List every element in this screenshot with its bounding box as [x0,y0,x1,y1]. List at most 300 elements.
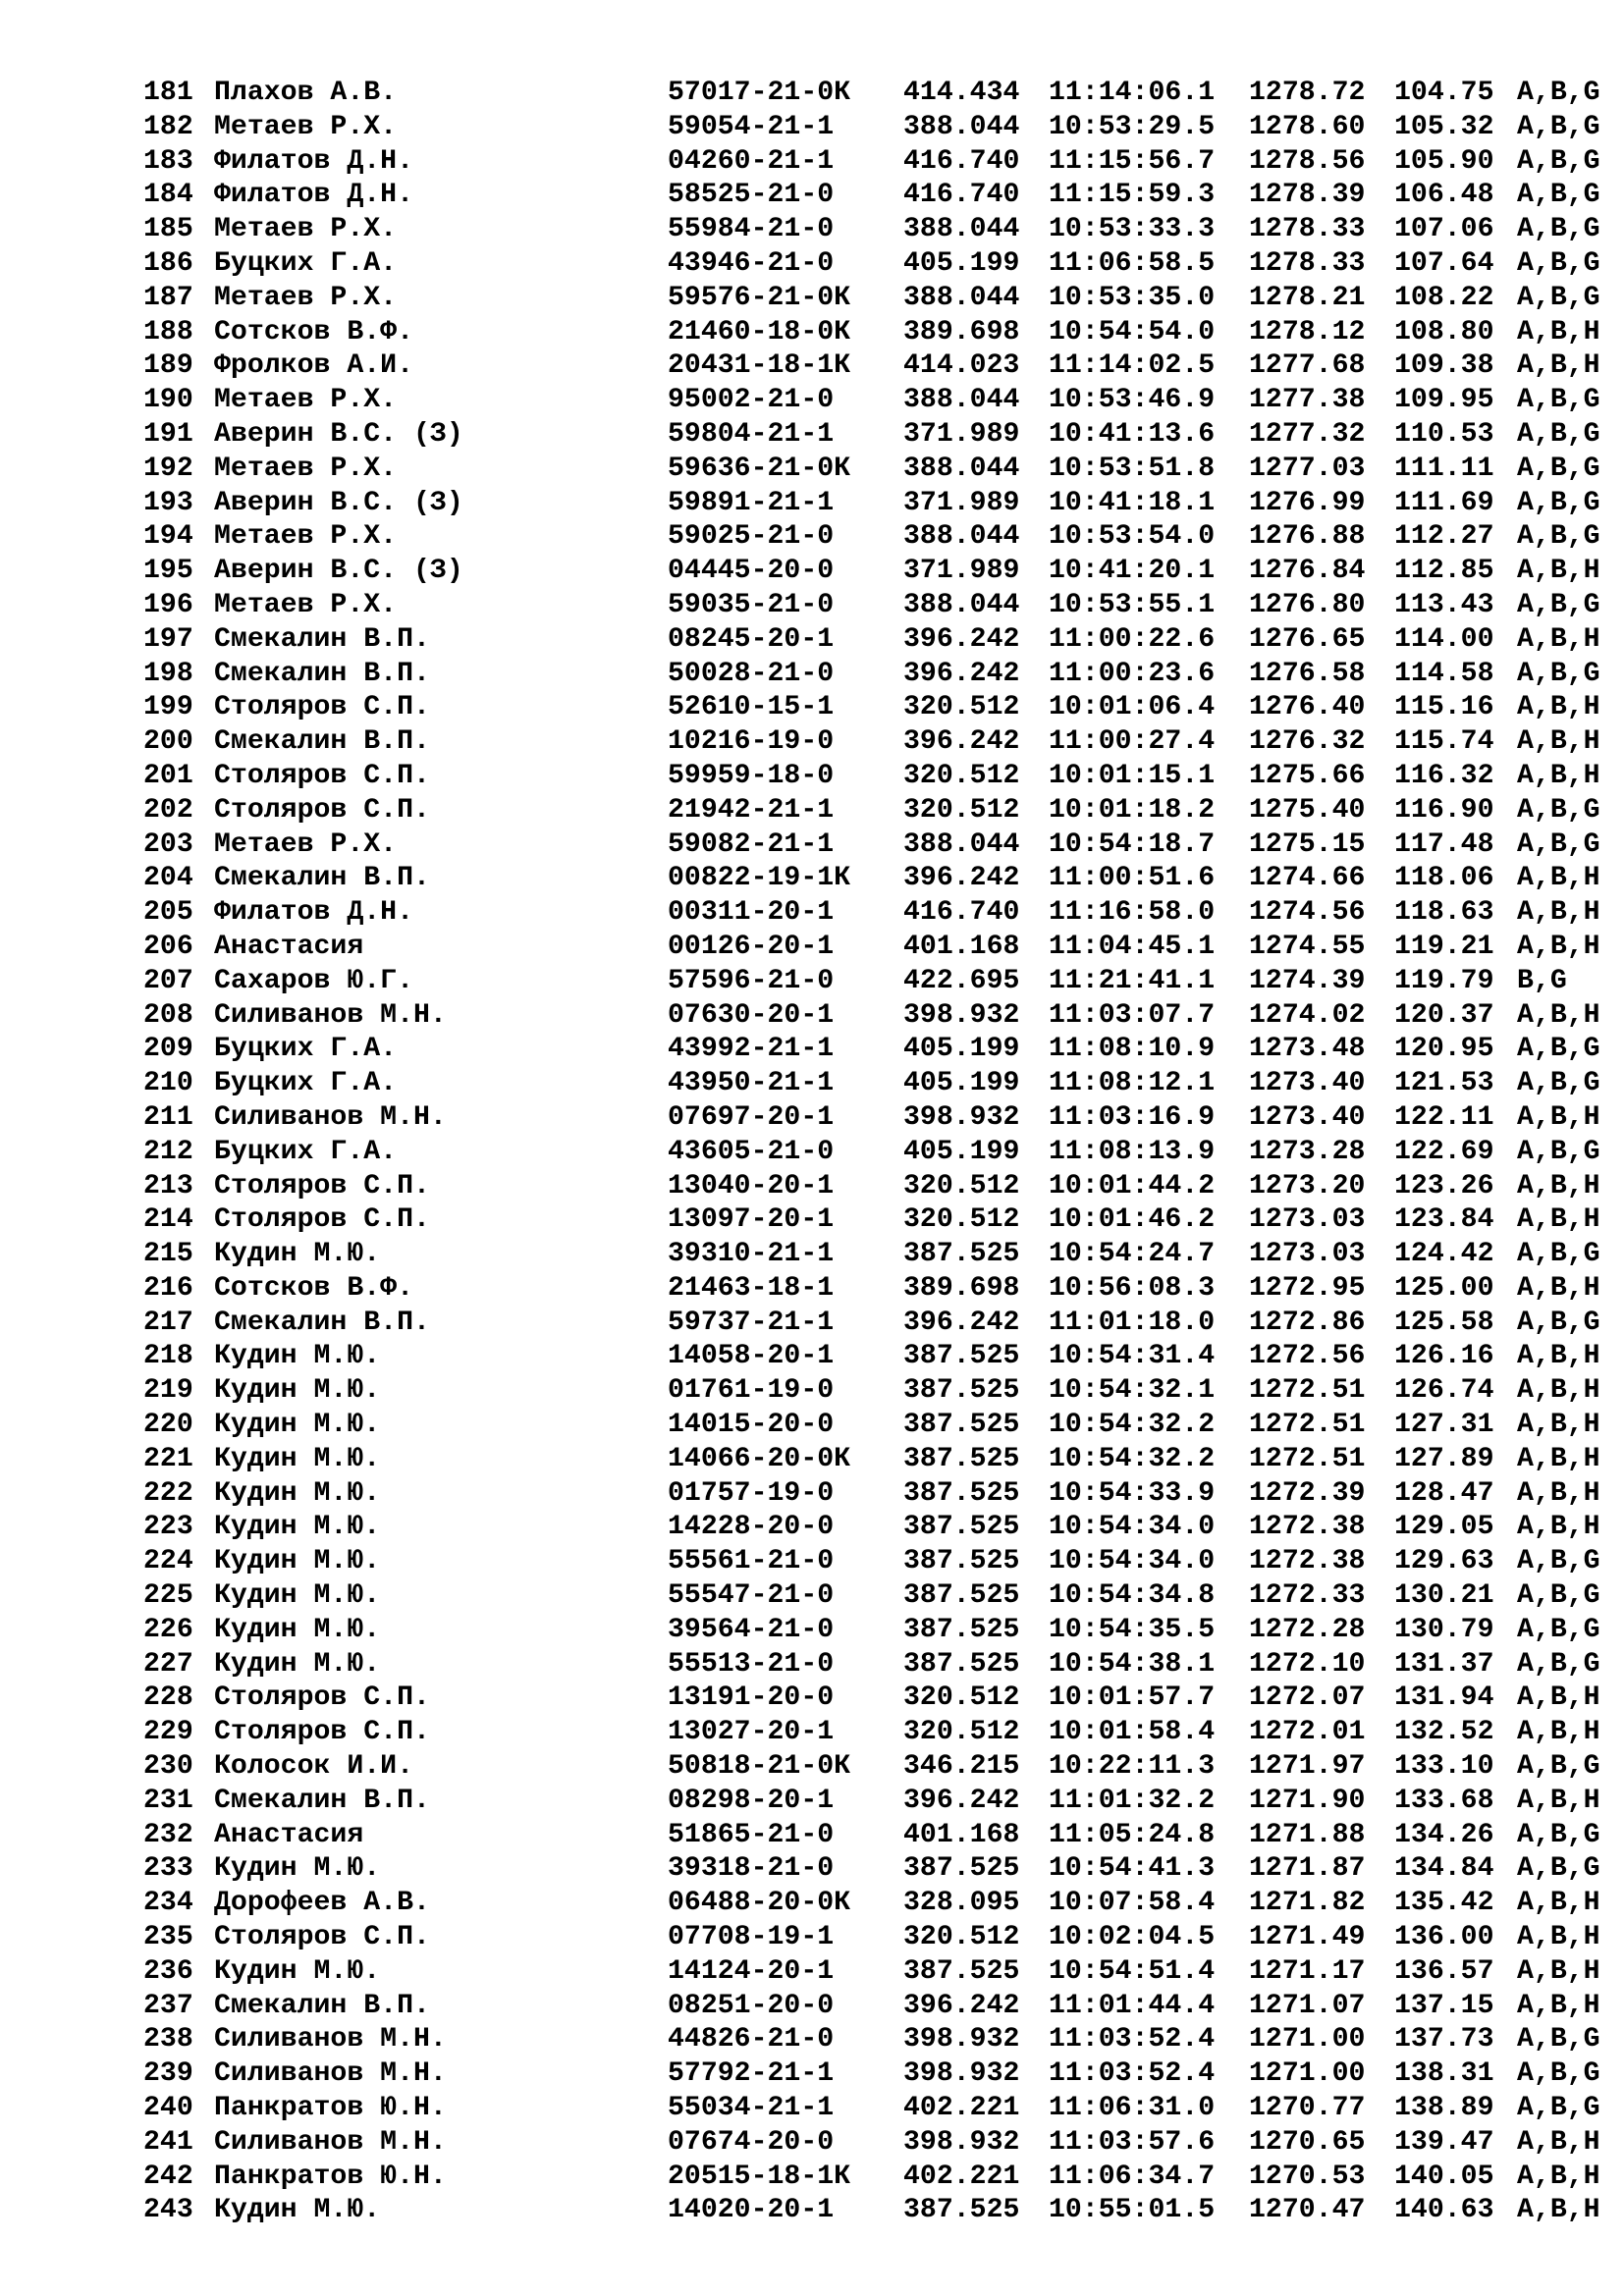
arrival-time: 11:03:52.4 [1049,2024,1216,2056]
row-number: 202 [143,794,193,826]
participant-name: Столяров С.П. [214,692,430,723]
arrival-time: 11:00:23.6 [1049,658,1216,689]
arrival-time: 10:53:54.0 [1049,521,1216,553]
ring-code: 14058-20-1 [668,1341,835,1372]
participant-name: Столяров С.П. [214,1204,430,1236]
category-flags: B,G [1517,965,1567,996]
distance-value: 387.525 [903,1546,1020,1577]
speed-value: 1272.51 [1249,1443,1366,1474]
coefficient-value: 140.63 [1394,2195,1494,2226]
speed-value: 1274.02 [1249,999,1366,1031]
row-number: 235 [143,1922,193,1953]
row-number: 185 [143,214,193,245]
participant-name: Кудин М.Ю. [214,1341,381,1372]
table-row [143,1579,1600,1614]
category-flags: A,B,H [1517,1272,1600,1304]
arrival-time: 11:03:57.6 [1049,2126,1216,2158]
coefficient-value: 105.32 [1394,111,1494,142]
category-flags: A,B,G [1517,1751,1600,1783]
participant-name: Филатов Д.Н. [214,145,413,177]
speed-value: 1272.95 [1249,1272,1366,1304]
distance-value: 401.168 [903,1819,1020,1850]
speed-value: 1274.39 [1249,965,1366,996]
results-table [143,77,1600,2228]
arrival-time: 10:54:38.1 [1049,1648,1216,1680]
ring-code: 50028-21-0 [668,658,835,689]
row-number: 222 [143,1477,193,1509]
table-row [143,2126,1600,2161]
participant-name: Кудин М.Ю. [214,1546,381,1577]
coefficient-value: 107.64 [1394,247,1494,279]
ring-code: 00311-20-1 [668,897,835,929]
participant-name: Филатов Д.Н. [214,897,413,929]
participant-name: Анастасия [214,931,364,962]
distance-value: 388.044 [903,111,1020,142]
row-number: 224 [143,1546,193,1577]
category-flags: A,B,G [1517,1546,1600,1577]
participant-name: Смекалин В.П. [214,623,430,655]
participant-name: Буцких Г.А. [214,1068,398,1099]
category-flags: A,B,G [1517,1853,1600,1885]
speed-value: 1272.51 [1249,1375,1366,1407]
row-number: 194 [143,521,193,553]
ring-code: 04445-20-0 [668,556,835,587]
participant-name: Смекалин В.П. [214,1990,430,2021]
participant-name: Столяров С.П. [214,1922,430,1953]
table-row [143,1272,1600,1307]
ring-code: 43950-21-1 [668,1068,835,1099]
coefficient-value: 128.47 [1394,1477,1494,1509]
row-number: 198 [143,658,193,689]
speed-value: 1270.65 [1249,2126,1366,2158]
row-number: 205 [143,897,193,929]
category-flags: A,B,H [1517,897,1600,929]
ring-code: 59054-21-1 [668,111,835,142]
distance-value: 320.512 [903,794,1020,826]
speed-value: 1276.84 [1249,556,1366,587]
coefficient-value: 122.69 [1394,1136,1494,1167]
category-flags: A,B,H [1517,1410,1600,1441]
category-flags: A,B,H [1517,999,1600,1031]
coefficient-value: 135.42 [1394,1888,1494,1919]
ring-code: 59025-21-0 [668,521,835,553]
table-row [143,520,1600,555]
row-number: 234 [143,1888,193,1919]
arrival-time: 11:08:10.9 [1049,1034,1216,1065]
coefficient-value: 120.37 [1394,999,1494,1031]
category-flags: A,B,G [1517,180,1600,211]
category-flags: A,B,H [1517,1341,1600,1372]
coefficient-value: 126.74 [1394,1375,1494,1407]
category-flags: A,B,H [1517,316,1600,347]
ring-code: 04260-21-1 [668,145,835,177]
category-flags: A,B,G [1517,828,1600,860]
distance-value: 346.215 [903,1751,1020,1783]
row-number: 197 [143,623,193,655]
category-flags: A,B,H [1517,2161,1600,2192]
speed-value: 1278.72 [1249,78,1366,108]
arrival-time: 10:54:24.7 [1049,1239,1216,1270]
coefficient-value: 111.69 [1394,487,1494,518]
participant-name: Кудин М.Ю. [214,1614,381,1645]
row-number: 182 [143,111,193,142]
ring-code: 13097-20-1 [668,1204,835,1236]
speed-value: 1272.51 [1249,1410,1366,1441]
participant-name: Метаев Р.Х. [214,111,398,142]
distance-value: 320.512 [903,1922,1020,1953]
ring-code: 07674-20-0 [668,2126,835,2158]
arrival-time: 10:01:15.1 [1049,760,1216,791]
ring-code: 13040-20-1 [668,1170,835,1201]
category-flags: A,B,H [1517,556,1600,587]
arrival-time: 10:54:32.2 [1049,1443,1216,1474]
speed-value: 1272.10 [1249,1648,1366,1680]
participant-name: Силиванов М.Н. [214,2126,447,2158]
category-flags: A,B,G [1517,282,1600,313]
distance-value: 405.199 [903,1136,1020,1167]
category-flags: A,B,G [1517,1580,1600,1612]
participant-name: Сахаров Ю.Г. [214,965,413,996]
coefficient-value: 131.94 [1394,1682,1494,1714]
ring-code: 95002-21-0 [668,385,835,416]
arrival-time: 10:41:20.1 [1049,556,1216,587]
table-row [143,725,1600,760]
speed-value: 1273.40 [1249,1101,1366,1133]
speed-value: 1272.39 [1249,1477,1366,1509]
row-number: 242 [143,2161,193,2192]
speed-value: 1270.47 [1249,2195,1366,2226]
table-row [143,999,1600,1034]
category-flags: A,B,G [1517,2093,1600,2124]
category-flags: A,B,G [1517,487,1600,518]
category-flags: A,B,G [1517,1648,1600,1680]
row-number: 213 [143,1170,193,1201]
participant-name: Аверин В.С. (З) [214,556,463,587]
participant-name: Панкратов Ю.Н. [214,2161,447,2192]
distance-value: 388.044 [903,282,1020,313]
speed-value: 1271.07 [1249,1990,1366,2021]
speed-value: 1271.87 [1249,1853,1366,1885]
ring-code: 08251-20-0 [668,1990,835,2021]
category-flags: A,B,H [1517,1785,1600,1816]
arrival-time: 11:14:06.1 [1049,78,1216,108]
speed-value: 1274.66 [1249,863,1366,894]
row-number: 210 [143,1068,193,1099]
row-number: 216 [143,1272,193,1304]
coefficient-value: 131.37 [1394,1648,1494,1680]
table-row [143,1990,1600,2024]
ring-code: 52610-15-1 [668,692,835,723]
table-row [143,555,1600,589]
category-flags: A,B,H [1517,1888,1600,1919]
row-number: 241 [143,2126,193,2158]
participant-name: Силиванов М.Н. [214,2024,447,2056]
table-row [143,1819,1600,1853]
participant-name: Столяров С.П. [214,1682,430,1714]
table-row [143,931,1600,965]
speed-value: 1278.12 [1249,316,1366,347]
participant-name: Столяров С.П. [214,1170,430,1201]
distance-value: 320.512 [903,1717,1020,1748]
participant-name: Буцких Г.А. [214,1136,398,1167]
distance-value: 388.044 [903,385,1020,416]
table-row [143,384,1600,418]
row-number: 193 [143,487,193,518]
distance-value: 398.932 [903,2126,1020,2158]
participant-name: Буцких Г.А. [214,247,398,279]
participant-name: Смекалин В.П. [214,863,430,894]
row-number: 227 [143,1648,193,1680]
speed-value: 1275.40 [1249,794,1366,826]
participant-name: Аверин В.С. (З) [214,487,463,518]
ring-code: 07697-20-1 [668,1101,835,1133]
category-flags: A,B,H [1517,1477,1600,1509]
coefficient-value: 125.58 [1394,1307,1494,1338]
ring-code: 57792-21-1 [668,2058,835,2090]
row-number: 220 [143,1410,193,1441]
ring-code: 43605-21-0 [668,1136,835,1167]
table-row [143,1716,1600,1750]
distance-value: 388.044 [903,453,1020,484]
speed-value: 1273.28 [1249,1136,1366,1167]
speed-value: 1272.38 [1249,1546,1366,1577]
distance-value: 398.932 [903,2024,1020,2056]
arrival-time: 11:08:13.9 [1049,1136,1216,1167]
coefficient-value: 122.11 [1394,1101,1494,1133]
distance-value: 328.095 [903,1888,1020,1919]
distance-value: 371.989 [903,487,1020,518]
category-flags: A,B,H [1517,1375,1600,1407]
distance-value: 416.740 [903,897,1020,929]
distance-value: 387.525 [903,2195,1020,2226]
speed-value: 1270.53 [1249,2161,1366,2192]
ring-code: 01761-19-0 [668,1375,835,1407]
coefficient-value: 107.06 [1394,214,1494,245]
distance-value: 396.242 [903,863,1020,894]
coefficient-value: 116.32 [1394,760,1494,791]
arrival-time: 11:04:45.1 [1049,931,1216,962]
table-row [143,213,1600,247]
coefficient-value: 117.48 [1394,828,1494,860]
table-row [143,828,1600,863]
arrival-time: 11:14:02.5 [1049,350,1216,382]
participant-name: Фролков А.И. [214,350,413,382]
ring-code: 00126-20-1 [668,931,835,962]
speed-value: 1275.66 [1249,760,1366,791]
distance-value: 387.525 [903,1239,1020,1270]
distance-value: 320.512 [903,1170,1020,1201]
row-number: 190 [143,385,193,416]
ring-code: 21460-18-0К [668,316,851,347]
speed-value: 1271.00 [1249,2058,1366,2090]
distance-value: 396.242 [903,1785,1020,1816]
ring-code: 59576-21-0К [668,282,851,313]
arrival-time: 11:01:18.0 [1049,1307,1216,1338]
row-number: 215 [143,1239,193,1270]
ring-code: 14066-20-0К [668,1443,851,1474]
speed-value: 1276.58 [1249,658,1366,689]
arrival-time: 11:21:41.1 [1049,965,1216,996]
category-flags: A,B,H [1517,1170,1600,1201]
distance-value: 389.698 [903,316,1020,347]
ring-code: 10216-19-0 [668,726,835,758]
distance-value: 387.525 [903,1648,1020,1680]
category-flags: A,B,G [1517,453,1600,484]
category-flags: A,B,G [1517,247,1600,279]
arrival-time: 11:15:59.3 [1049,180,1216,211]
coefficient-value: 127.31 [1394,1410,1494,1441]
category-flags: A,B,G [1517,214,1600,245]
distance-value: 371.989 [903,556,1020,587]
arrival-time: 10:53:46.9 [1049,385,1216,416]
arrival-time: 10:01:46.2 [1049,1204,1216,1236]
ring-code: 14228-20-0 [668,1512,835,1543]
category-flags: A,B,G [1517,1307,1600,1338]
ring-code: 20431-18-1К [668,350,851,382]
speed-value: 1278.21 [1249,282,1366,313]
ring-code: 14020-20-1 [668,2195,835,2226]
coefficient-value: 136.00 [1394,1922,1494,1953]
coefficient-value: 132.52 [1394,1717,1494,1748]
distance-value: 396.242 [903,623,1020,655]
arrival-time: 10:54:41.3 [1049,1853,1216,1885]
speed-value: 1278.56 [1249,145,1366,177]
coefficient-value: 123.84 [1394,1204,1494,1236]
category-flags: A,B,H [1517,1204,1600,1236]
category-flags: A,B,H [1517,760,1600,791]
ring-code: 39564-21-0 [668,1614,835,1645]
speed-value: 1271.49 [1249,1922,1366,1953]
coefficient-value: 119.21 [1394,931,1494,962]
row-number: 233 [143,1853,193,1885]
table-row [143,1033,1600,1067]
ring-code: 39310-21-1 [668,1239,835,1270]
ring-code: 55984-21-0 [668,214,835,245]
distance-value: 396.242 [903,658,1020,689]
table-row [143,349,1600,384]
row-number: 189 [143,350,193,382]
distance-value: 402.221 [903,2161,1020,2192]
table-row [143,862,1600,896]
distance-value: 387.525 [903,1410,1020,1441]
ring-code: 08298-20-1 [668,1785,835,1816]
category-flags: A,B,G [1517,1034,1600,1065]
table-row [143,1477,1600,1512]
coefficient-value: 110.53 [1394,418,1494,450]
distance-value: 414.434 [903,78,1020,108]
table-row [143,1614,1600,1648]
arrival-time: 10:54:34.0 [1049,1546,1216,1577]
coefficient-value: 119.79 [1394,965,1494,996]
participant-name: Кудин М.Ю. [214,1648,381,1680]
arrival-time: 10:54:34.0 [1049,1512,1216,1543]
arrival-time: 10:53:55.1 [1049,589,1216,620]
table-row [143,418,1600,453]
arrival-time: 10:01:06.4 [1049,692,1216,723]
ring-code: 59737-21-1 [668,1307,835,1338]
distance-value: 405.199 [903,247,1020,279]
ring-code: 55513-21-0 [668,1648,835,1680]
ring-code: 57017-21-0К [668,78,851,108]
ring-code: 07630-20-1 [668,999,835,1031]
table-row [143,1511,1600,1545]
category-flags: A,B,H [1517,1682,1600,1714]
category-flags: A,B,G [1517,658,1600,689]
ring-code: 55561-21-0 [668,1546,835,1577]
participant-name: Сотсков В.Ф. [214,316,413,347]
table-row [143,1785,1600,1819]
table-row [143,1170,1600,1204]
table-row [143,1750,1600,1785]
arrival-time: 11:03:52.4 [1049,2058,1216,2090]
distance-value: 388.044 [903,521,1020,553]
distance-value: 320.512 [903,1204,1020,1236]
distance-value: 320.512 [903,1682,1020,1714]
speed-value: 1276.99 [1249,487,1366,518]
distance-value: 387.525 [903,1443,1020,1474]
row-number: 223 [143,1512,193,1543]
row-number: 236 [143,1955,193,1987]
distance-value: 388.044 [903,589,1020,620]
speed-value: 1274.56 [1249,897,1366,929]
coefficient-value: 136.57 [1394,1955,1494,1987]
participant-name: Дорофеев А.В. [214,1888,430,1919]
distance-value: 387.525 [903,1580,1020,1612]
table-row [143,316,1600,350]
category-flags: A,B,G [1517,145,1600,177]
table-row [143,1067,1600,1101]
arrival-time: 10:02:04.5 [1049,1922,1216,1953]
distance-value: 416.740 [903,145,1020,177]
table-row [143,2023,1600,2057]
participant-name: Столяров С.П. [214,1717,430,1748]
coefficient-value: 138.31 [1394,2058,1494,2090]
category-flags: A,B,G [1517,521,1600,553]
distance-value: 387.525 [903,1341,1020,1372]
row-number: 232 [143,1819,193,1850]
arrival-time: 10:01:44.2 [1049,1170,1216,1201]
table-row [143,1136,1600,1170]
participant-name: Филатов Д.Н. [214,180,413,211]
row-number: 184 [143,180,193,211]
participant-name: Кудин М.Ю. [214,1410,381,1441]
table-row [143,179,1600,213]
category-flags: A,B,G [1517,1819,1600,1850]
table-row [143,1443,1600,1477]
ring-code: 59082-21-1 [668,828,835,860]
coefficient-value: 140.05 [1394,2161,1494,2192]
coefficient-value: 115.16 [1394,692,1494,723]
table-row [143,589,1600,623]
participant-name: Аверин В.С. (З) [214,418,463,450]
speed-value: 1276.65 [1249,623,1366,655]
arrival-time: 10:54:54.0 [1049,316,1216,347]
category-flags: A,B,G [1517,1068,1600,1099]
table-row [143,1307,1600,1341]
coefficient-value: 121.53 [1394,1068,1494,1099]
coefficient-value: 134.84 [1394,1853,1494,1885]
participant-name: Метаев Р.Х. [214,385,398,416]
participant-name: Кудин М.Ю. [214,1853,381,1885]
ring-code: 39318-21-0 [668,1853,835,1885]
arrival-time: 10:54:32.2 [1049,1410,1216,1441]
arrival-time: 10:54:18.7 [1049,828,1216,860]
arrival-time: 10:53:29.5 [1049,111,1216,142]
speed-value: 1276.88 [1249,521,1366,553]
table-row [143,965,1600,999]
table-row [143,1682,1600,1716]
row-number: 214 [143,1204,193,1236]
